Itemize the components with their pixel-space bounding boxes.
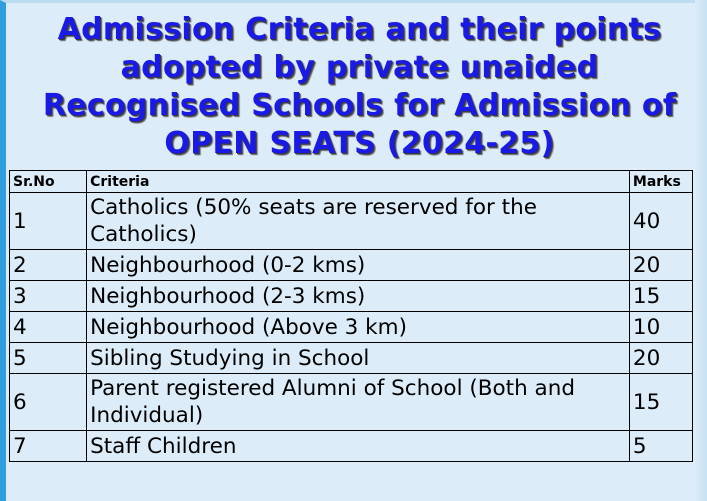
cell-srno: 5 bbox=[10, 343, 87, 374]
cell-marks: 15 bbox=[629, 281, 692, 312]
cell-criteria: Neighbourhood (Above 3 km) bbox=[87, 312, 630, 343]
table-row bbox=[10, 312, 693, 343]
header-criteria: Criteria bbox=[87, 171, 630, 193]
cell-criteria: Parent registered Alumni of School (Both and Individual) bbox=[87, 374, 630, 431]
cell-marks: 5 bbox=[629, 431, 692, 462]
title-line-4: OPEN SEATS (2024-25) bbox=[164, 126, 555, 161]
cell-criteria: Sibling Studying in School bbox=[87, 343, 630, 374]
cell-marks: 10 bbox=[629, 312, 692, 343]
cell-srno: 7 bbox=[10, 431, 87, 462]
criteria-table-container bbox=[9, 170, 693, 462]
header-marks: Marks bbox=[629, 171, 692, 193]
right-edge-shade bbox=[695, 0, 707, 501]
table-row bbox=[10, 343, 693, 374]
cell-criteria: Staff Children bbox=[87, 431, 630, 462]
cell-srno: 3 bbox=[10, 281, 87, 312]
table-row bbox=[10, 193, 693, 250]
cell-srno: 2 bbox=[10, 250, 87, 281]
cell-criteria: Neighbourhood (0-2 kms) bbox=[87, 250, 630, 281]
table-row bbox=[10, 374, 693, 431]
table-row bbox=[10, 281, 693, 312]
header-srno: Sr.No bbox=[10, 171, 87, 193]
cell-srno: 6 bbox=[10, 374, 87, 431]
page-title bbox=[12, 11, 707, 163]
cell-marks: 20 bbox=[629, 343, 692, 374]
cell-criteria: Neighbourhood (2-3 kms) bbox=[87, 281, 630, 312]
criteria-table bbox=[9, 170, 693, 462]
title-line-3: Recognised Schools for Admission of bbox=[42, 88, 677, 123]
cell-marks: 20 bbox=[629, 250, 692, 281]
cell-srno: 1 bbox=[10, 193, 87, 250]
title-line-2: adopted by private unaided bbox=[120, 50, 599, 85]
table-row bbox=[10, 250, 693, 281]
cell-marks: 40 bbox=[629, 193, 692, 250]
table-row bbox=[10, 431, 693, 462]
cell-srno: 4 bbox=[10, 312, 87, 343]
cell-criteria: Catholics (50% seats are reserved for the Catholics) bbox=[87, 193, 630, 250]
cell-marks: 15 bbox=[629, 374, 692, 431]
table-header-row bbox=[10, 171, 693, 193]
title-line-1: Admission Criteria and their points bbox=[57, 12, 662, 47]
